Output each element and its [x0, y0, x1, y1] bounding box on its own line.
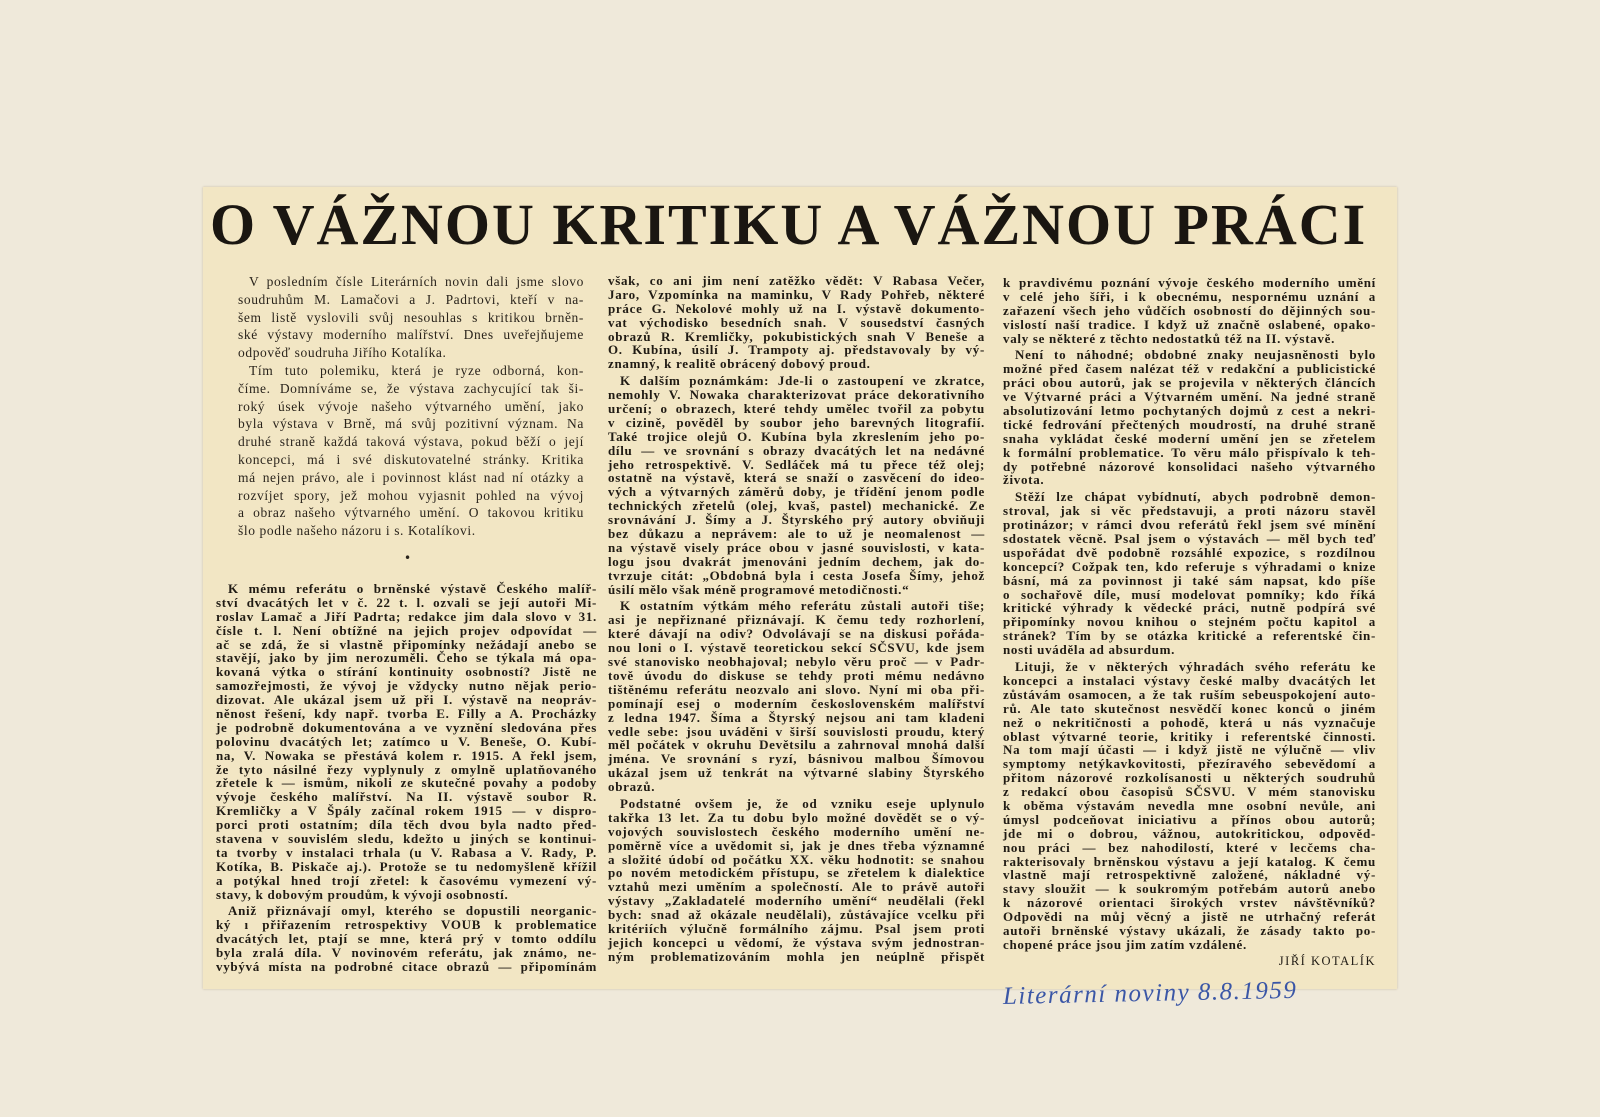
- text-line: možné před časem nalézat též v redakční a publicistické: [1003, 361, 1376, 377]
- text-line: zařazení všech jeho vůdčích osobností do dějinných sou-: [1003, 302, 1376, 318]
- paragraph: [1003, 276, 1376, 345]
- text-line: koncepci, má i své diskutovatelné stránky. Kritika: [238, 451, 584, 467]
- text-line: K ostatním výtkám mého referátu zůstali autoři tiše;: [620, 598, 985, 614]
- text-line: k formální problematice. To věru málo přispívalo k teh-: [1003, 444, 1376, 460]
- text-line: byla výstava v Brně, má svůj pozitivní význam. Na: [238, 416, 584, 432]
- text-line: K mému referátu o brněnské výstavě Českého malíř-: [228, 581, 597, 596]
- text-line: vývoje českého malířství. Na II. výstavě soubor R.: [216, 789, 597, 805]
- text-line: snaha vykládat české moderní umění jen se zřetelem: [1003, 430, 1376, 446]
- text-line: stavy, k dobovým proudům, k vývoji osobností.: [216, 886, 509, 902]
- text-line: symptomy netýkavkovitosti, přezíravého sebevědomí a: [1003, 756, 1376, 772]
- text-line: kritické výhrady k vědecké práci, nutně podpírá své: [1003, 600, 1376, 616]
- text-line: koncepcí? Cožpak ten, kdo referuje s výhradami o knize: [1003, 558, 1376, 574]
- text-line: absolutizování letmo pochytaných dojmů z cest a nekri-: [1003, 403, 1376, 419]
- text-line: technických zřetelů (olej, kvaš, pastel) mechanické. Ze: [608, 498, 985, 514]
- text-line: roký úsek vývoje našeho výtvarného umění, jako: [238, 398, 584, 414]
- text-line: rozvíjet spory, jež mohou vyjasnit pohled na vývoj: [238, 487, 584, 503]
- text-line: bez důkazu a neprávem: ale to už je neomalenost —: [608, 526, 985, 542]
- text-line: Není to náhodné; obdobné znaky neujasněnosti bylo: [1015, 347, 1376, 363]
- text-line: K dalším poznámkám: Jde-li o zastoupení ve zkratce,: [620, 373, 985, 389]
- text-line: dvacátých let, ptají se mne, která prý v tomto oddílu: [216, 931, 597, 947]
- text-line: rakterisovaly brněnskou výstavu a její katalog. K čemu: [1003, 853, 1376, 869]
- text-line: bych: snad až okázale neudělali), zůstávajíce vcelku při: [608, 907, 985, 923]
- article-title: O VÁŽNOU KRITIKU A VÁŽNOU PRÁCI: [210, 192, 1368, 257]
- text-line: Kremličky a V Špály začínal rokem 1915 — v dispro-: [216, 803, 597, 819]
- text-line: v celé jeho šíři, i k obecnému, nespornému uznání a: [1003, 288, 1376, 304]
- text-line: odpověď soudruha Jiřího Kotalíka.: [238, 345, 447, 361]
- text-line: roslav Lamač a Jiří Padrta; redakce jim dala slovo v 31.: [216, 608, 597, 624]
- text-line: nou práci — bez nahodilostí, které v lecčems cha-: [1003, 839, 1376, 855]
- text-line: měl počátek v okruhu Devětsilu a zahrnoval mnohá další: [608, 737, 985, 753]
- text-line: dizovat. Ale ukázal jsem už při I. výstavě na neopráv-: [216, 692, 597, 708]
- text-line: básní, má za povinnost ji také sám napsat, kdo píše: [1003, 572, 1376, 588]
- text-line: určení; o obrazech, které tehdy umělec tvořil za pobytu: [608, 401, 985, 417]
- text-line: a složité údobí od počátku XX. věku hodnotit: se snahou: [608, 851, 985, 867]
- paragraph: [608, 797, 985, 964]
- text-line: nou loni o I. výstavě teoretickou sekcí SČSVU, kde jsem: [608, 640, 985, 656]
- text-line: jejich koncepci u vědomí, že výstava svým jednostran-: [608, 934, 985, 950]
- text-line: zřetele k — ismům, nikoli ze skutečné povahy a podoby: [216, 775, 597, 791]
- text-line: Podstatné ovšem je, že od vzniku eseje uplynulo: [620, 795, 985, 811]
- text-line: vedle sebe: jsou uváděni v širší souvislosti proudu, který: [608, 723, 985, 739]
- text-line: na výstavě visely práce obou v jasné souvislosti, v kata-: [608, 539, 985, 555]
- handwritten-source-note: Literární noviny 8.8.1959: [1002, 976, 1298, 1010]
- text-line: zůstávám osamocen, a že tak ruším sebeuspokojení auto-: [1003, 686, 1376, 702]
- text-line: z ledna 1947. Šíma a Štyrský nejsou ani tam kladeni: [608, 709, 985, 725]
- text-line: koncepci a instalaci výstavy české malby dvacátých let: [1003, 672, 1376, 688]
- text-line: porci proti ostatním; díla těch dvou byla nadto před-: [216, 817, 597, 833]
- text-line: takřka 13 let. Za tu dobu bylo možné dovědět se o vý-: [608, 809, 985, 825]
- paragraph: [216, 582, 597, 901]
- text-line: k pravdivému poznání vývoje českého moderního umění: [1003, 275, 1376, 290]
- text-line: vybývá místa na podrobné citace obrazů — připomínám: [216, 959, 597, 975]
- text-line: z redakcí obou časopisů SČSVU. V mém stanovisku: [1003, 784, 1376, 800]
- text-line: stavy sloužit — k soukromým potřebám autorů anebo: [1003, 881, 1376, 897]
- text-line: byla zralá díla. V novinovém referátu, jak známo, ne-: [216, 945, 597, 961]
- text-line: Kotíka, B. Piskače aj.). Protože se tu nedomyšleně křížil: [216, 858, 597, 874]
- paragraph: [1003, 490, 1376, 657]
- text-line: než o nekritičnosti a pohodě, která u nás vyznačuje: [1003, 714, 1376, 730]
- text-line: ký ı přiřazením retrospektivy VOUB k problematice: [216, 917, 597, 933]
- text-line: připomínky novou knihou o stejném počtu kapitol a: [1003, 614, 1376, 630]
- paragraph: [238, 362, 584, 540]
- text-line: vislostí naší tradice. I když už značně oslabené, opako-: [1003, 316, 1376, 332]
- text-line: autoři brněnské výstavy ukázali, že zásady takto po-: [1003, 922, 1376, 938]
- text-line: úsilí mělo však méně programové metodičnosti.“: [608, 581, 910, 597]
- text-line: číme. Domníváme se, že výstava zachycující tak ši-: [238, 380, 584, 396]
- text-line: jeho retrospektivě. V. Sedláček má tu přece též olej;: [608, 456, 985, 472]
- text-line: Na tom mají účasti — i když jistě ne výlučně — vliv: [1003, 742, 1376, 758]
- text-line: jde mi o dobrou, vážnou, autokritickou, odpověd-: [1003, 825, 1376, 841]
- text-line: čísle t. l. Není obtížné na jejich projev odpovídat —: [216, 622, 597, 638]
- text-line: ným problematizováním mohla jen neúplně přispět: [608, 948, 985, 964]
- text-line: však, co ani jim není zatěžko vědět: V Rabasa Večer,: [608, 273, 985, 288]
- text-line: Jaro, Vzpomínka na maminku, V Rady Pohřeb, některé: [608, 286, 985, 302]
- text-line: vat východisko besedních snah. V sousedství časných: [608, 314, 985, 330]
- text-line: Stěží lze chápat vybídnutí, abych podrobně demon-: [1015, 489, 1376, 505]
- text-line: polovinu dvacátých let; zatímco u V. Beneše, O. Kubí-: [216, 733, 597, 749]
- text-line: nosti uváděla ad absurdum.: [1003, 642, 1176, 658]
- text-line: že tyto násilné řezy vyplynuly z omylně uplatňovaného: [216, 761, 597, 777]
- text-line: jména. Ve srovnání s ryzí, básnivou malbou Šímovou: [608, 751, 985, 767]
- paragraph: [608, 374, 985, 596]
- text-line: tické fedrování přečtených moudrostí, na druhé straně: [1003, 416, 1376, 432]
- text-line: poměrně více a uvědomit si, jak je dnes třeba významné: [608, 837, 985, 853]
- text-line: ve Výtvarné práci a Výtvarném umění. Na jedné straně: [1003, 389, 1376, 405]
- text-line: druhé straně každá taková výstava, pokud běží o její: [238, 434, 584, 450]
- text-line: znamný, k realitě obrácený dobový proud.: [608, 356, 871, 372]
- text-line: ské výstavy moderního malířství. Dnes uveřejňujeme: [238, 327, 584, 343]
- paragraph: [216, 904, 597, 973]
- text-line: ukázal jsem už tenkrát na výtvarné slabiny Štyrského: [608, 765, 985, 781]
- text-line: ta tvorby v instalaci trhala (u V. Rabasa a V. Rady, P.: [216, 844, 597, 860]
- text-line: tvrzuje citát: „Obdobná byla i cesta Josefa Šímy, jehož: [608, 567, 985, 583]
- text-line: k oběma výstavám nevedla mne osobní nevůle, ani: [1003, 797, 1376, 813]
- text-line: vojových souvislostech českého moderního umění ne-: [608, 823, 985, 839]
- text-line: rů. Ale tato skutečnost nesvědčí konec konců o jiném: [1003, 700, 1376, 716]
- text-line: nemohly V. Nowaka charakterizovat práce dekorativního: [608, 387, 985, 403]
- text-line: na, V. Nowaka se přestává kolem r. 1915. A řekl jsem,: [216, 747, 597, 763]
- text-line: práce G. Nekolové mohly už na I. výstavě dokumento-: [608, 300, 985, 316]
- text-column-3: [1003, 276, 1376, 952]
- text-line: vztahů mezi uměním a společností. Ale to právě autoři: [608, 879, 985, 895]
- text-line: uspořádat dvě podobně rozsáhlé expozice, s rozdílnou: [1003, 544, 1376, 560]
- text-line: kritériích výlučně formálního zájmu. Psal jsem proti: [608, 920, 985, 936]
- text-line: stroval, jak si věc představuji, a proti názoru stavěl: [1003, 503, 1376, 519]
- text-line: pomínají esej o moderním československém malířství: [608, 695, 985, 711]
- text-line: vých a výtvarných záměrů doby, je třídění jenom podle: [608, 484, 985, 500]
- text-line: samozřejmosti, že vývoj je vždycky nutno nějak perio-: [216, 678, 597, 694]
- text-line: Tím tuto polemiku, která je ryze odborná, kon-: [249, 362, 584, 378]
- text-line: srovnávání J. Šímy a J. Štyrského prý autory obviňuji: [608, 512, 985, 528]
- text-line: úmysl podceňovat iniciativu a přínos obou autorů;: [1003, 811, 1376, 827]
- text-line: a obraz našeho výtvarného umění. O takovou kritiku: [238, 505, 584, 521]
- text-line: Aniž přiznávají omyl, kterého se dopustili neorganic-: [228, 903, 597, 919]
- text-line: stavena v souvislém sledu, kdežto u jiných se kontinui-: [216, 831, 597, 847]
- text-line: dílu — ve srovnání s obrazy dvacátých let na nedávné: [608, 442, 985, 458]
- text-line: života.: [1003, 472, 1045, 488]
- text-line: a potýkal hned trojí zřetel: k časovému vymezení vý-: [216, 872, 597, 888]
- paragraph: [1003, 348, 1376, 487]
- text-line: tištěnému referátu neozvalo ani slovo. Nyní mi oba při-: [608, 681, 985, 697]
- text-line: o sochařově díle, musí modelovat pomníky; kdo říká: [1003, 586, 1376, 602]
- text-line: ač se zdá, že si vlastně připomínky nežádají anebo se: [216, 636, 597, 652]
- text-line: valy se některé z těchto nedostatků též na II. výstavě.: [1003, 330, 1336, 346]
- text-line: kovaná výtka o stírání kontinuity osobností? Jistě ne: [216, 664, 597, 680]
- text-line: O. Kubína, úsilí J. Trampoty aj. představovaly by vý-: [608, 342, 985, 358]
- text-line: má nejen právo, ale i povinnost klást nad ní otázky a: [238, 469, 584, 485]
- text-line: k názorové orientaci širokých vrstev návštěvníků?: [1003, 895, 1376, 911]
- paragraph: [608, 274, 985, 371]
- text-line: vlastně mají retrospektivně založené, nákladné vý-: [1003, 867, 1376, 883]
- text-line: sdostatek věcně. Psal jsem o výstavách — měl bych teď: [1003, 531, 1376, 547]
- text-line: Odpovědi na můj věcný a jistě ne utrhačný referát: [1003, 909, 1376, 925]
- text-line: přitom názorové rozkolísanosti u některých soudruhů: [1003, 770, 1376, 786]
- text-column-1: [216, 582, 597, 974]
- text-line: něnost řešení, kdy např. tvorba E. Filly a A. Procházky: [216, 706, 597, 722]
- text-line: ostatně na výstavě, která se snaží o zasvěcení do ideo-: [608, 470, 985, 486]
- text-line: v cizině, pověděl by soubor jeho barevných litografií.: [608, 414, 985, 430]
- text-line: asi je nepřiznané přiznávají. K čemu tedy rozhorlení,: [608, 612, 985, 628]
- author-signature: JIŘÍ KOTALÍK: [1278, 954, 1376, 968]
- text-line: obrazů.: [608, 779, 656, 795]
- text-line: Lituji, že v některých výhradách svého referátu ke: [1015, 659, 1376, 675]
- text-line: Také trojice olejů O. Kubína byla zkreslením jeho po-: [608, 428, 985, 444]
- paragraph: [238, 273, 584, 362]
- text-line: logu jsou dvakrát jmenováni jedním dechem, jak do-: [608, 553, 985, 569]
- text-line: šlo podle našeho názoru i s. Kotalíkovi.: [238, 523, 476, 539]
- paragraph: [608, 599, 985, 793]
- text-line: ství dvacátých let v č. 22 t. l. ozvali se její autoři Mi-: [216, 594, 597, 610]
- text-line: chopené práce jsou jim zatím vzdálené.: [1003, 936, 1247, 952]
- text-line: šem listě vyslovili svůj nesouhlas s kritikou brněn-: [238, 309, 584, 325]
- text-line: výstavy „Zakladatelé moderního umění“ neudělali (řekl: [608, 893, 985, 909]
- section-separator: •: [404, 551, 412, 565]
- paragraph: [1003, 660, 1376, 952]
- text-line: soudruhům M. Lamačovi a J. Padrtovi, kteří v na-: [238, 291, 584, 307]
- text-line: protinázor; v rámci dvou referátů řekl jsem své mínění: [1003, 517, 1376, 533]
- text-line: obrazů R. Kremličky, pokubistických snah V Beneše a: [608, 328, 985, 344]
- text-line: tově úvodu do diskuse se tehdy proti mému nedávno: [608, 667, 985, 683]
- text-line: je podrobně dokumentována a ve vyznění sledována přes: [216, 719, 597, 735]
- text-line: stavějí, jako by jim nerozuměli. Čeho se týkala má opa-: [216, 650, 597, 666]
- text-line: V posledním čísle Literárních novin dali jsme slovo: [249, 274, 584, 289]
- text-line: oblast výtvarné teorie, kritiky i referentské činnosti.: [1003, 728, 1376, 744]
- editorial-intro: [238, 273, 584, 540]
- text-line: které dávají na odiv? Odvolávají se na diskusi pořáda-: [608, 626, 985, 642]
- text-column-2: [608, 274, 985, 964]
- text-line: práci obou autorů, jak se projevila v některých článcích: [1003, 375, 1376, 391]
- text-line: dy potřebné názorové konsolidaci našeho výtvarného: [1003, 458, 1376, 474]
- text-line: své stanovisko neobhajoval; nebylo věru proč — v Padr-: [608, 654, 985, 670]
- text-line: po novém metodickém přístupu, se zřetelem k dialektice: [608, 865, 985, 881]
- text-line: stránek? Tím by se otázka kritické a referentské čin-: [1003, 628, 1376, 644]
